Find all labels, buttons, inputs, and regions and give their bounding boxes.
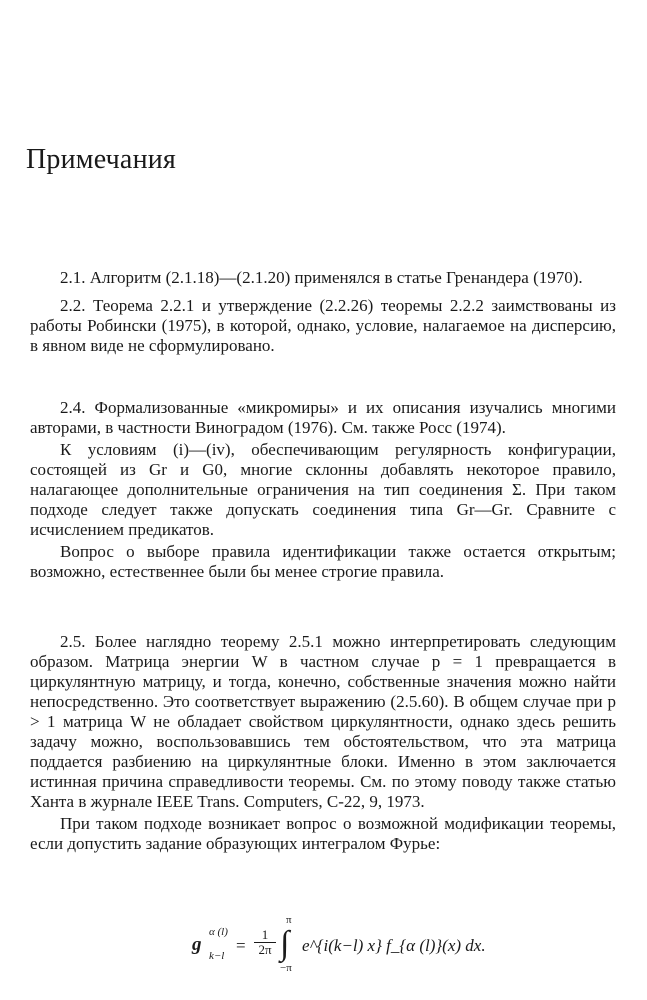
formula-integral-sign: ∫	[280, 925, 290, 962]
note-2-1: 2.1. Алгоритм (2.1.18)—(2.1.20) применялся в статье Гренандера (1970).	[60, 268, 583, 287]
formula-fraction	[254, 928, 276, 957]
notes-section-2-1-2-2	[30, 268, 616, 356]
note-2-4-identification: Вопрос о выборе правила идентификации также остается открытым; возможно, естественнее были бы менее строгие правила.	[30, 542, 616, 581]
formula-g: g	[192, 934, 202, 955]
fourier-formula	[192, 914, 492, 980]
note-2-2: 2.2. Теорема 2.2.1 и утверждение (2.2.26) теоремы 2.2.2 заимствованы из работы Робински (1975), в которой, однако, условие, налагаемое на дисперсию, в явном виде не сформулировано.	[30, 296, 616, 355]
formula-equals: =	[236, 936, 246, 955]
notes-section-2-4	[30, 398, 616, 582]
formula-integral-upper: π	[286, 914, 292, 926]
note-2-4-conditions: К условиям (i)—(iv), обеспечивающим регулярность конфигурации, состоящей из Gr и G0, многие склонны добавлять некоторое правило, налагающее дополнительные ограничения на тип соединения Σ. При таком подходе следует также допускать соединения типа Gr—Gr. Сравните с исчислением предикатов.	[30, 440, 616, 539]
note-2-5: 2.5. Более наглядно теорему 2.5.1 можно интерпретировать следующим образом. Матрица энергии W в частном случае p = 1 превращается в циркулянтную матрицу, и тогда, конечно, собственные значения можно найти непосредственно. Это соответствует выражению (2.5.60). В общем случае при p > 1 матрица W не обладает свойством циркулянтности, однако здесь решить задачу можно, воспользовавшись тем обстоятельством, что эта матрица поддается разбиению на циркулянтные блоки. Именно в этом заключается истинная причина справедливости теоремы. См. по этому поводу также статью Ханта в журнале IEEE Trans. Computers, C-22, 9, 1973.	[30, 632, 616, 811]
formula-integrand: e^{i(k−l) x} f_{α (l)}(x) dx.	[302, 936, 486, 955]
page-title: Примечания	[26, 144, 177, 175]
note-2-4: 2.4. Формализованные «микромиры» и их описания изучались многими авторами, в частности Виноградом (1976). См. также Росс (1974).	[30, 398, 616, 437]
formula-fraction-numerator: 1	[261, 927, 269, 942]
formula-g-superscript: α (l)	[209, 926, 228, 938]
formula-g-subscript: k−l	[209, 950, 225, 962]
notes-section-2-5	[30, 632, 616, 854]
formula-fraction-denominator: 2π	[254, 942, 276, 957]
note-2-5-fourier: При таком подходе возникает вопрос о возможной модификации теоремы, если допустить задание образующих интегралом Фурье:	[30, 814, 616, 853]
formula-integral-lower: −π	[280, 962, 292, 974]
